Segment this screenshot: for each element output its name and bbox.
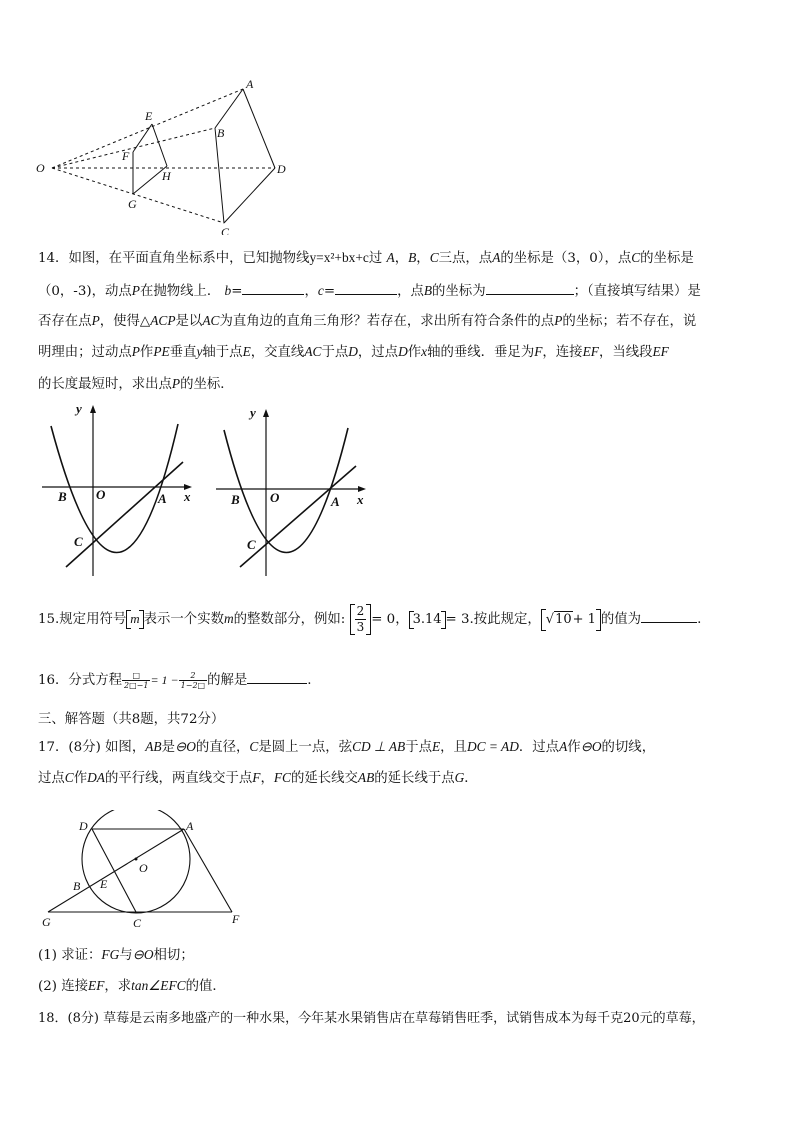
graph2-x-label: x — [357, 492, 364, 507]
q17-line2: 过点C作DA的平行线，两直线交于点F，FC的延长线交AB的延长线于点G． — [38, 770, 478, 786]
label-H: H — [162, 169, 171, 183]
section-heading: 三、解答题（共8题，共72分） — [38, 712, 225, 727]
fig17-C: C — [133, 916, 142, 930]
label-E: E — [145, 109, 153, 123]
graph1-O-label: O — [96, 487, 106, 502]
label-A: A — [246, 77, 254, 91]
fig17-F: F — [232, 912, 240, 926]
q18-line: 18．(8分) 草莓是云南多地盛产的一种水果，今年某水果销售店在草莓销售旺季，试销售成本为每千克20元的草莓， — [38, 1011, 705, 1026]
fig17-B: B — [73, 879, 81, 893]
q14-line2: （0，-3)，动点P在抛物线上． b= ，c= ，点B的坐标为 ；（直接填写结果）是 — [38, 280, 701, 302]
label-O: O — [36, 161, 45, 175]
fig17-O: O — [139, 861, 148, 875]
fig17-A: A — [186, 819, 194, 833]
q15-line: 15.规定用符号 m 表示一个实数m的整数部分，例如: $\frac{2}{3}$ = 0， 3.14 = 3.按此规定， √10+ 1 的值为 . — [38, 604, 702, 634]
graph2-A-label: A — [331, 494, 340, 509]
graph1-C-label: C — [74, 534, 83, 549]
q16-line: 16．分式方程 $\frac{□}{2□-1}$ = 1 − $\frac{2}{1-2□}$ 的解是 . — [38, 671, 312, 690]
answer-blank-c[interactable] — [335, 280, 397, 295]
graph1-A-label: A — [158, 491, 167, 506]
q14-line1: 14．如图，在平面直角坐标系中，已知抛物线y=x²+bx+c过 A，B，C三点，点A的坐标是（3，0），点C的坐标是 — [38, 250, 694, 266]
label-F: F — [122, 149, 130, 163]
graph1-B-label: B — [58, 489, 67, 504]
label-B: B — [217, 126, 225, 140]
graph2-C-label: C — [247, 537, 256, 552]
label-D: D — [277, 162, 286, 176]
q17-sub1: (1) 求证：FG与⊖O相切； — [38, 947, 194, 963]
answer-blank-b[interactable] — [242, 280, 304, 295]
parabola-graph-2 — [208, 400, 370, 582]
answer-blank-q15[interactable] — [641, 608, 697, 623]
answer-blank-q16[interactable] — [247, 669, 307, 684]
graph2-B-label: B — [231, 492, 240, 507]
q17-line1: 17．(8分) 如图，AB是⊖O的直径，C是圆上一点，弦CD ⊥ AB于点E，且DC = AD．过点A作⊖O的切线， — [38, 739, 656, 755]
graph1-y-label: y — [76, 401, 82, 416]
fig17-E: E — [100, 877, 108, 891]
fig17-G: G — [42, 915, 51, 929]
graph2-O-label: O — [270, 490, 280, 505]
label-G: G — [128, 197, 137, 211]
answer-blank-pointB[interactable] — [486, 280, 574, 295]
label-C: C — [221, 225, 230, 235]
q17-sub2: (2) 连接EF，求tan∠EFC的值． — [38, 978, 226, 994]
circle-figure — [36, 810, 256, 935]
figure-homothety — [30, 75, 300, 235]
q14-line3: 否存在点P，使得△ACP是以AC为直角边的直角三角形？若存在，求出所有符合条件的点P的坐标；若不存在，说 — [38, 313, 697, 329]
graph1-x-label: x — [184, 489, 191, 504]
q14-line5: 的长度最短时，求出点P的坐标． — [38, 376, 234, 392]
fig17-D: D — [79, 819, 88, 833]
q14-line4: 明理由；过动点P作PE垂直y轴于点E，交直线AC于点D，过点D作x轴的垂线．垂足为F，连接EF，当线段EF — [38, 344, 669, 360]
parabola-graph-1 — [36, 400, 198, 582]
graph2-y-label: y — [250, 405, 256, 420]
